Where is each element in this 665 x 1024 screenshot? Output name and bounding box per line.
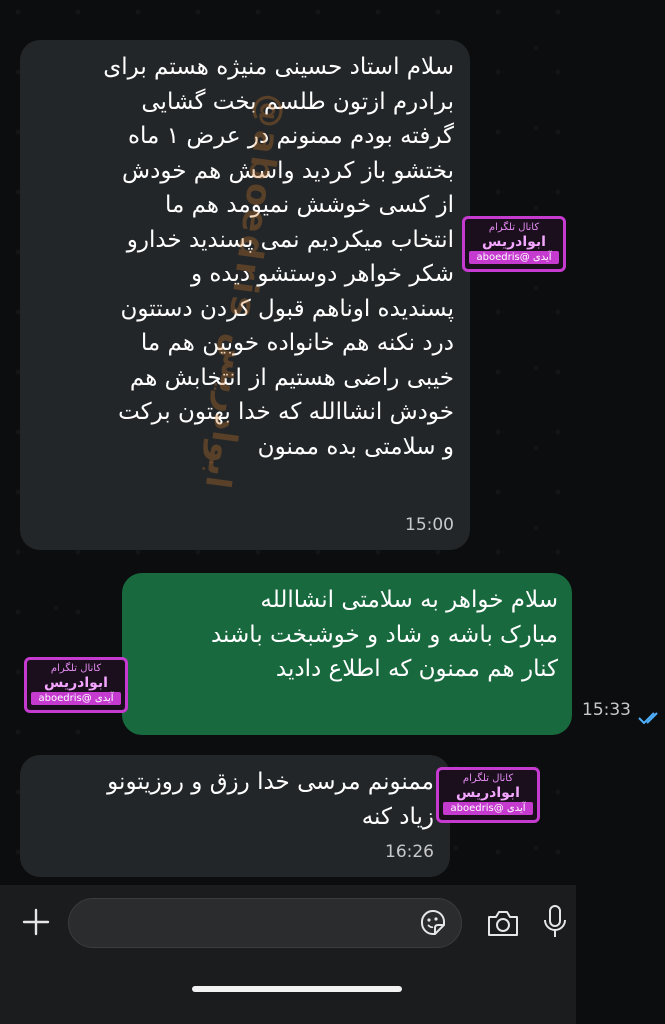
incoming-message-bubble[interactable] [20, 40, 470, 550]
microphone-icon[interactable] [542, 904, 568, 940]
message-text: سلام خواهر به سلامتی انشاالله مبارک باشه و شاد و خوشبخت باشند کنار هم ممنون که اطلاع دادید [210, 587, 558, 682]
message-time: 16:26 [385, 841, 434, 862]
badge-title: ابوادریس [482, 234, 546, 250]
camera-icon[interactable] [486, 908, 520, 938]
badge-caption: کانال تلگرام [488, 222, 540, 233]
badge-handle: آیدی @aboedris [443, 802, 533, 815]
message-text: ممنونم مرسی خدا رزق و روزیتونو زیاد کنه [107, 769, 434, 830]
badge-handle: آیدی @aboedris [469, 251, 559, 264]
message-meta [582, 693, 665, 728]
message-time: 15:00 [405, 514, 454, 535]
channel-badge [24, 657, 128, 713]
badge-title: ابوادریس [44, 675, 108, 691]
message-text: سلام استاد حسینی منیژه هستم برای برادرم ازتون طلسم بخت گشایی گرفته بودم ممنونم در عرض ۱ ماه بختشو باز کردید واسش هم خودش از کسی خوشش نمیومد هم ما انتخاب میکردیم نمی پسندید خدارو شکر خواهر دوستشو دیده و پسندیده اوناهم قبول کردن دستتون درد نکنه هم خانواده خوبین هم ما خیبی راضی هستیم از انتخابش هم خودش انشاالله که خدا بهتون برکت و سلامتی بده ممنون [103, 54, 454, 460]
message-meta [385, 835, 434, 870]
badge-handle: آیدی @aboedris [31, 692, 121, 705]
outgoing-message-bubble[interactable] [122, 573, 631, 735]
channel-badge [436, 767, 540, 823]
home-indicator[interactable] [192, 986, 402, 992]
message-time: 15:33 [582, 699, 631, 720]
channel-badge [462, 216, 566, 272]
message-input[interactable] [68, 898, 462, 948]
badge-title: ابوادریس [456, 785, 520, 801]
message-meta [405, 508, 454, 543]
double-check-icon [637, 703, 665, 717]
plus-icon[interactable] [20, 906, 52, 938]
watermark-text: @aboedris ابوادریس [196, 91, 292, 491]
incoming-message-bubble[interactable] [20, 755, 450, 877]
badge-caption: کانال تلگرام [50, 663, 102, 674]
badge-caption: کانال تلگرام [462, 773, 514, 784]
sticker-icon[interactable] [418, 908, 448, 938]
